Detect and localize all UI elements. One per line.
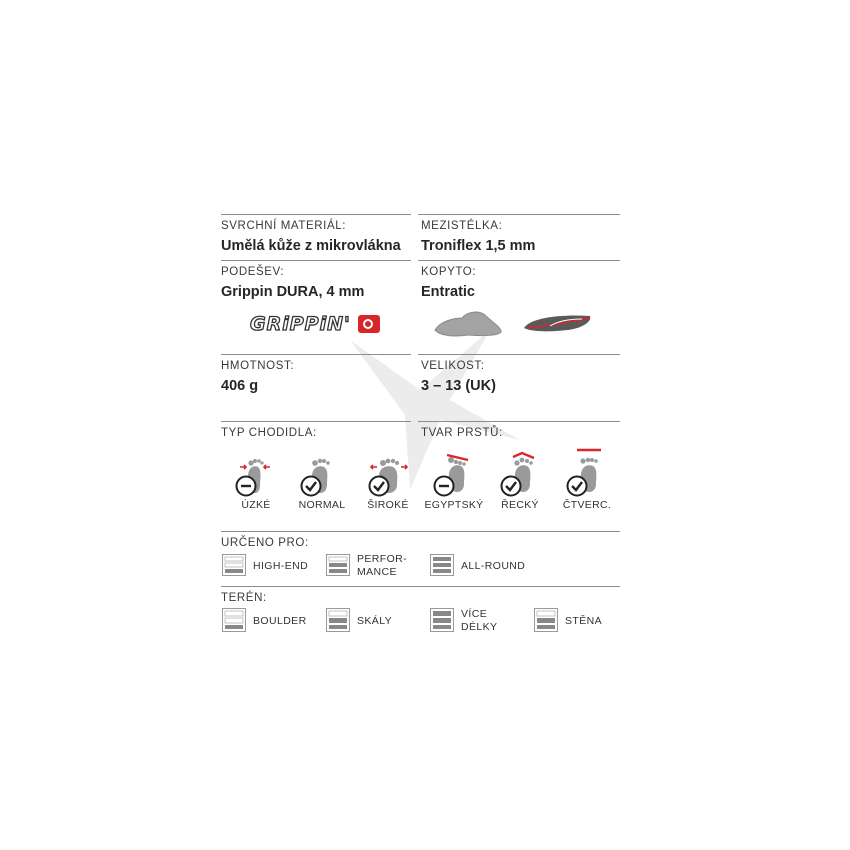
intended-highend-label: HIGH-END — [253, 560, 309, 572]
intended-performance-label-1: PERFOR- — [357, 553, 408, 565]
terrain-wall-label: STĚNA — [565, 615, 603, 627]
level-2-icon — [326, 554, 350, 576]
check-circle-icon — [300, 475, 322, 497]
terrain-label: TERÉN: — [221, 592, 267, 604]
climber-watermark — [330, 320, 530, 500]
intended-allround-label: ALL-ROUND — [461, 560, 526, 572]
last-label: KOPYTO: — [421, 266, 477, 278]
upper-label: SVRCHNÍ MATERIÁL: — [221, 220, 347, 232]
foot-type-label: TYP CHODIDLA: — [221, 427, 317, 439]
divider — [221, 354, 411, 355]
shoe-profile-icon — [520, 310, 596, 338]
shoe-top-view-icon — [432, 306, 504, 342]
level-3-icon — [430, 554, 454, 576]
grippin-logo-mark-inner — [363, 319, 373, 329]
divider — [221, 586, 620, 587]
level-3-icon — [430, 608, 454, 632]
foot-type-normal-label: NORMAL — [298, 499, 346, 511]
toe-egyptian-label: EGYPTSKÝ — [424, 499, 484, 511]
level-1-icon — [222, 554, 246, 576]
minus-circle-icon — [235, 475, 257, 497]
terrain-boulder-label: BOULDER — [253, 615, 307, 627]
minus-circle-icon — [433, 475, 455, 497]
divider — [221, 421, 411, 422]
toe-greek-label: ŘECKÝ — [501, 499, 539, 511]
upper-value: Umělá kůže z mikrovlákna — [221, 238, 401, 254]
sole-value: Grippin DURA, 4 mm — [221, 284, 365, 300]
level-2-icon — [534, 608, 558, 632]
weight-label: HMOTNOST: — [221, 360, 295, 372]
foot-type-wide-label: ŠIROKÉ — [367, 499, 409, 511]
intended-for-label: URČENO PRO: — [221, 537, 309, 549]
toe-square-label: ČTVERC. — [562, 499, 612, 511]
divider — [418, 421, 620, 422]
last-value: Entratic — [421, 284, 475, 300]
terrain-multipitch-label-2: DÉLKY — [461, 621, 498, 633]
midsole-value: Troniflex 1,5 mm — [421, 238, 536, 254]
grippin-logo — [250, 313, 385, 337]
midsole-label: MEZISTÉLKA: — [421, 220, 503, 232]
check-circle-icon — [500, 475, 522, 497]
sole-label: PODEŠEV: — [221, 266, 285, 278]
check-circle-icon — [566, 475, 588, 497]
weight-value: 406 g — [221, 378, 259, 394]
grippin-logo-text: GRiPPiN' — [250, 313, 351, 335]
divider — [221, 531, 620, 532]
foot-type-narrow-label: ÚZKÉ — [241, 499, 271, 511]
size-value: 3 – 13 (UK) — [421, 378, 496, 394]
terrain-rock-label: SKÁLY — [357, 615, 393, 627]
divider — [221, 260, 411, 261]
terrain-multipitch-label-1: VÍCE — [461, 608, 488, 620]
toe-shape-label: TVAR PRSTŮ: — [421, 427, 503, 439]
level-2-icon — [326, 608, 350, 632]
level-1-icon — [222, 608, 246, 632]
divider — [418, 354, 620, 355]
size-label: VELIKOST: — [421, 360, 485, 372]
divider — [221, 214, 411, 215]
check-circle-icon — [368, 475, 390, 497]
divider — [418, 260, 620, 261]
divider — [418, 214, 620, 215]
intended-performance-label-2: MANCE — [357, 566, 397, 578]
